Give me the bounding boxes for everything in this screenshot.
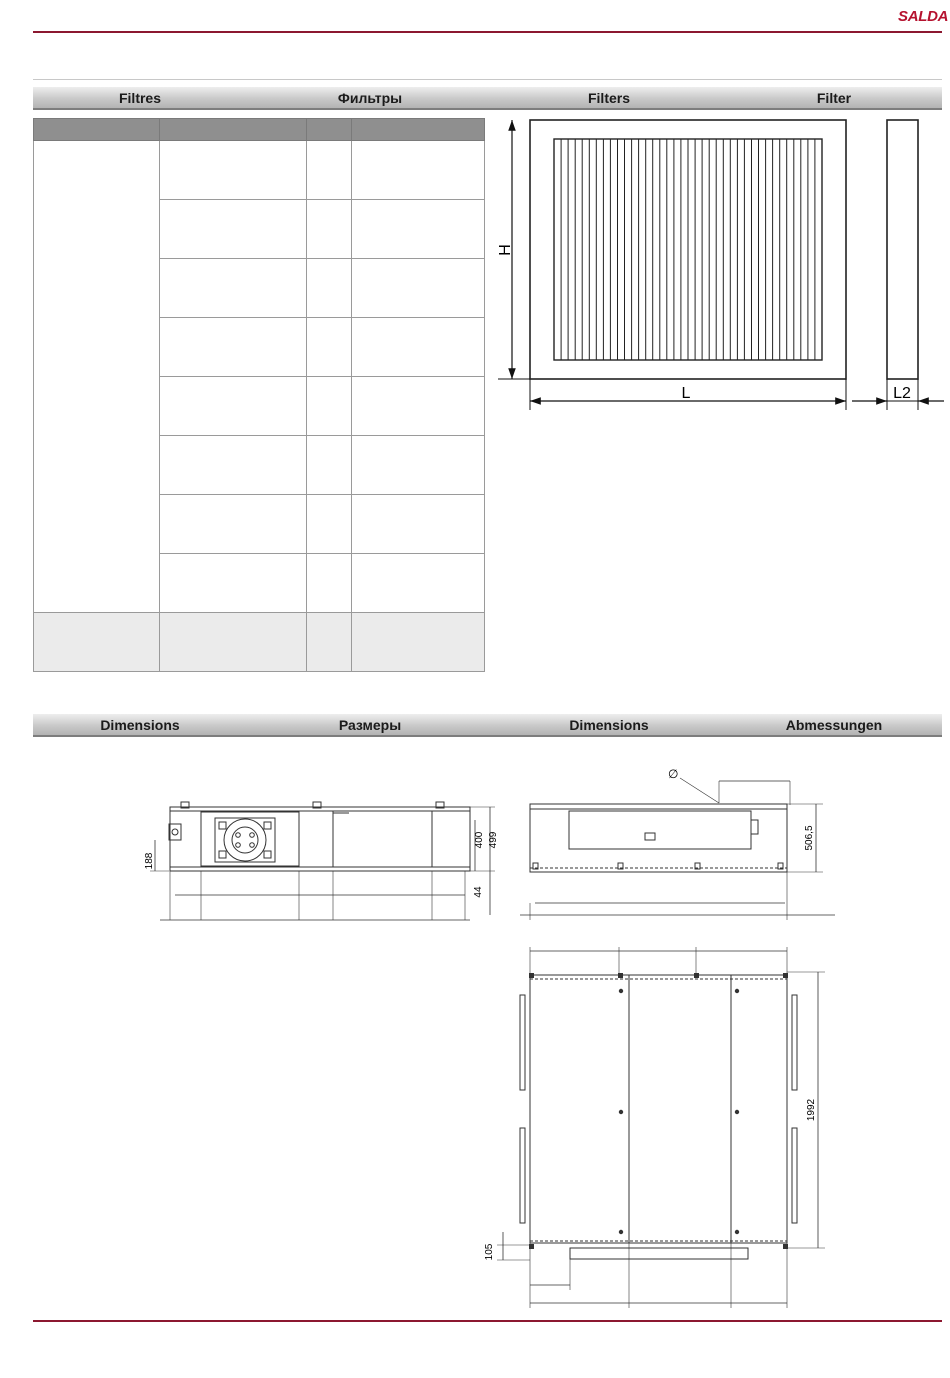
unit-top-view xyxy=(475,940,835,1310)
table-cell xyxy=(352,141,485,200)
footer-rule xyxy=(33,1320,942,1322)
section-label-en: Dimensions xyxy=(569,717,649,733)
unit-top-body xyxy=(530,975,787,1243)
table-cell xyxy=(160,436,307,495)
table-cell xyxy=(307,141,352,200)
section-label-fr: Dimensions xyxy=(100,717,180,733)
table-cell xyxy=(352,495,485,554)
filter-side-view xyxy=(887,120,918,379)
table-cell xyxy=(307,436,352,495)
dim-499: 499 xyxy=(488,831,499,849)
dim-h-label: H xyxy=(497,244,514,256)
table-cell xyxy=(307,318,352,377)
filters-table xyxy=(33,118,485,672)
table-cell xyxy=(160,613,307,672)
dim-400: 400 xyxy=(474,831,485,849)
table-cell xyxy=(352,318,485,377)
table-cell xyxy=(160,200,307,259)
mounting-points xyxy=(529,973,788,1249)
table-cell xyxy=(160,141,307,200)
header-rule xyxy=(33,31,942,33)
section-label-en: Filters xyxy=(587,90,631,106)
table-cell xyxy=(34,613,160,672)
table-cell xyxy=(307,554,352,613)
dim-506-5: 506,5 xyxy=(804,825,815,851)
dim-1992: 1992 xyxy=(806,1098,817,1122)
table-header-row xyxy=(34,119,485,141)
dim-44: 44 xyxy=(473,886,484,898)
dimensions-section-bar xyxy=(33,714,942,737)
table-cell xyxy=(307,259,352,318)
table-cell xyxy=(160,377,307,436)
table-cell xyxy=(307,200,352,259)
table-cell xyxy=(352,259,485,318)
table-header-cell xyxy=(352,119,485,141)
table-cell xyxy=(160,259,307,318)
unit-side-view xyxy=(505,765,840,925)
table-cell xyxy=(352,200,485,259)
table-cell xyxy=(160,318,307,377)
dim-l2-label: L2 xyxy=(893,385,911,402)
table-cell xyxy=(352,377,485,436)
divider xyxy=(33,79,942,80)
unit-front-view xyxy=(135,785,500,935)
table-group-cell xyxy=(34,141,160,613)
table-cell xyxy=(352,554,485,613)
table-cell xyxy=(160,554,307,613)
brand-logo: SALDA xyxy=(898,8,949,25)
dim-188: 188 xyxy=(144,852,155,870)
filter-drawing xyxy=(490,112,945,417)
table-header-cell xyxy=(307,119,352,141)
section-label-de: Filter xyxy=(816,90,852,106)
duct-connection xyxy=(569,811,751,849)
filter-pleats xyxy=(561,139,815,360)
table-cell xyxy=(307,613,352,672)
table-cell xyxy=(160,495,307,554)
table-header-cell xyxy=(34,119,160,141)
filters-section-bar xyxy=(33,87,942,110)
section-label-de: Abmessungen xyxy=(785,717,883,733)
section-label-fr: Filtres xyxy=(118,90,162,106)
fan-circle xyxy=(224,819,266,861)
diameter-symbol: ∅ xyxy=(668,767,679,781)
table-header-cell xyxy=(160,119,307,141)
table-cell xyxy=(352,436,485,495)
connection-box xyxy=(169,824,181,840)
dim-105: 105 xyxy=(484,1243,495,1261)
table-row xyxy=(34,141,485,200)
section-label-ru: Фильтры xyxy=(337,90,403,106)
table-cell xyxy=(307,377,352,436)
table-cell xyxy=(307,495,352,554)
table-cell xyxy=(352,613,485,672)
table-row xyxy=(34,613,485,672)
section-label-ru: Размеры xyxy=(338,717,402,733)
dim-l-label: L xyxy=(681,385,691,402)
